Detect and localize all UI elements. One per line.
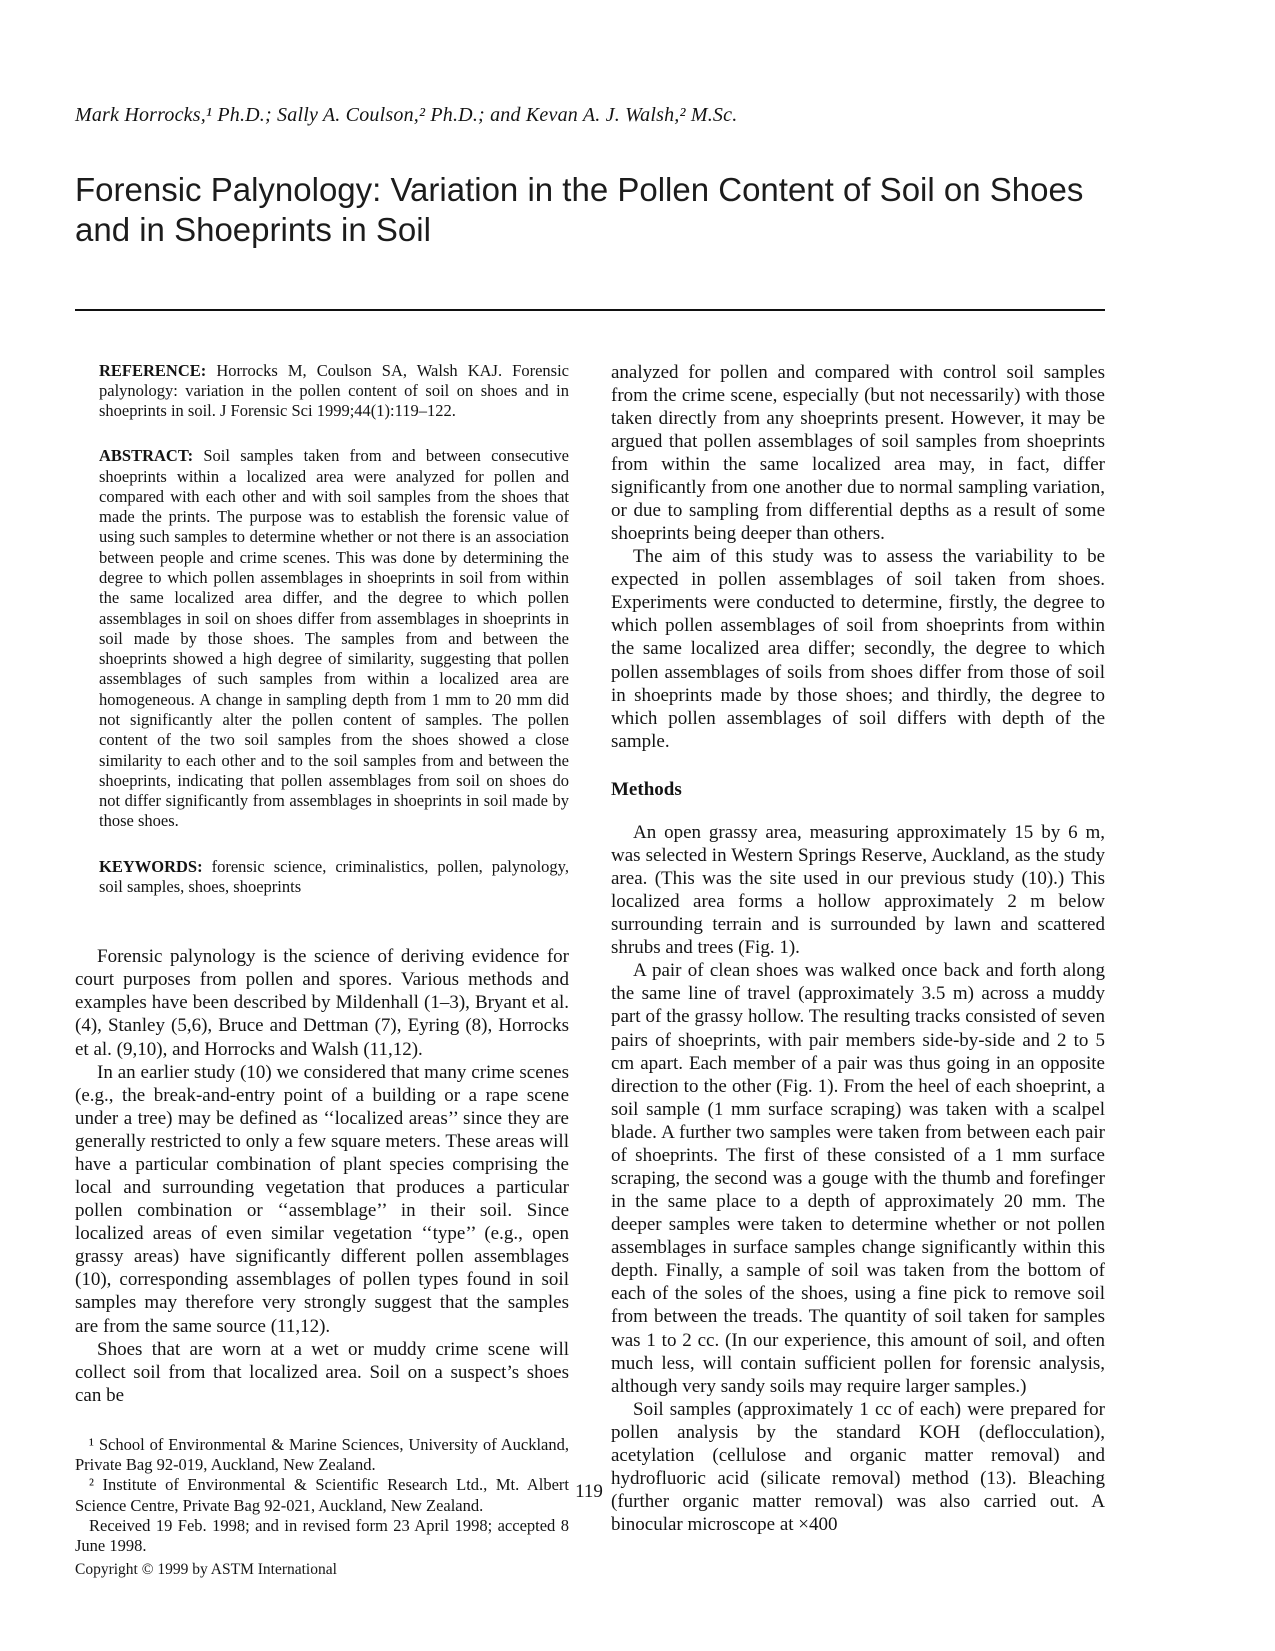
methods-paragraph-3: Soil samples (approximately 1 cc of each) were prepared for pollen analysis by the standard KOH (deflocculation), acetylation (cellulose and organic matter removal) and hydrofluoric acid (silicate removal) method (13). Bleaching (further organic matter removal) was also carried out. A binocular microscope at ×400 — [611, 1398, 1105, 1536]
reference-block — [99, 361, 569, 422]
intro-paragraph-3: Shoes that are worn at a wet or muddy crime scene will collect soil from that localized area. Soil on a suspect’s shoes can be — [75, 1338, 569, 1406]
footnote-received-dates: Received 19 Feb. 1998; and in revised form 23 April 1998; accepted 8 June 1998. — [75, 1515, 569, 1556]
body-paragraph-aim: The aim of this study was to assess the variability to be expected in pollen assemblages of soil taken from shoes. Experiments were conducted to determine, firstly, the degree to which pollen assemblages of soil from shoeprints from within the same localized area differ; secondly, the degree to which pollen assemblages of soils from shoes differ from those of soil in shoeprints made by those shoes; and thirdly, the degree to which pollen assemblages of soil differs with depth of the sample. — [611, 546, 1105, 752]
footnote-affiliation-1: ¹ School of Environmental & Marine Sciences, University of Auckland, Private Bag 92-019, Auckland, New Zealand. — [75, 1434, 569, 1475]
copyright-notice: Copyright © 1999 by ASTM International — [75, 1561, 337, 1578]
methods-paragraph-2: A pair of clean shoes was walked once back and forth along the same line of travel (approximately 3.5 m) across a muddy part of the grassy hollow. The resulting tracks consisted of seven pairs of shoeprints, with pair members side-by-side and 2 to 5 cm apart. Each member of a pair was thus going in an opposite direction to the other (Fig. 1). From the heel of each shoeprint, a soil sample (1 mm surface scraping) was taken with a scalpel blade. A further two samples were taken from between each pair of shoeprints. The first of these consisted of a 1 mm surface scraping, the second was a gouge with the thumb and forefinger in the same place to a depth of approximately 20 mm. The deeper samples were taken to determine whether or not pollen assemblages in surface samples change significantly within this depth. Finally, a sample of soil was taken from the bottom of each of the soles of the shoes, using a fine pick to remove soil from between the treads. The quantity of soil taken for samples was 1 to 2 cc. (In our experience, this amount of soil, and often much less, will contain sufficient pollen for forensic analysis, although very sandy soils may require larger samples.) — [611, 960, 1105, 1397]
reference-label: REFERENCE: — [99, 360, 207, 380]
authors-line: Mark Horrocks,¹ Ph.D.; Sally A. Coulson,² Ph.D.; and Kevan A. J. Walsh,² M.Sc. — [75, 104, 738, 126]
paper-title: Forensic Palynology: Variation in the Pollen Content of Soil on Shoes and in Shoeprints in Soil — [75, 171, 1084, 249]
methods-paragraph-1: An open grassy area, measuring approximately 15 by 6 m, was selected in Western Springs Reserve, Auckland, as the study area. (This was the site used in our previous study (10).) This localized area forms a hollow approximately 2 m below surrounding terrain and is surrounded by lawn and scattered shrubs and trees (Fig. 1). — [611, 821, 1105, 959]
section-heading-methods: Methods — [611, 778, 682, 800]
abstract-block — [99, 446, 569, 831]
reference-text: Horrocks M, Coulson SA, Walsh KAJ. Forensic palynology: variation in the pollen content of soil on shoes and in shoeprints in soil. J Forensic Sci 1999;44(1):119–122. — [99, 360, 569, 421]
keywords-label: KEYWORDS: — [99, 856, 203, 876]
page-number: 119 — [575, 1481, 603, 1502]
abstract-label: ABSTRACT: — [99, 446, 194, 466]
title-divider — [75, 309, 1105, 311]
intro-paragraph-2: In an earlier study (10) we considered that many crime scenes (e.g., the break-and-entry point of a building or a rape scene under a tree) may be defined as ‘‘localized areas’’ since they are generally restricted to only a few square meters. These areas will have a particular combination of plant species comprising the local and surrounding vegetation that produces a particular pollen combination or ‘‘assemblage’’ in their soil. Since localized areas of even similar vegetation ‘‘type’’ (e.g., open grassy areas) have significantly different pollen assemblages (10), corresponding assemblages of pollen types found in soil samples may therefore very strongly suggest that the samples are from the same source (11,12). — [75, 1061, 569, 1337]
right-column — [611, 361, 1105, 1557]
left-column — [75, 361, 569, 1557]
two-column-body — [75, 361, 1105, 1557]
keywords-block — [99, 857, 569, 898]
intro-paragraph-1: Forensic palynology is the science of deriving evidence for court purposes from pollen and spores. Various methods and examples have been described by Mildenhall (1–3), Bryant et al. (4), Stanley (5,6), Bruce and Dettman (7), Eyring (8), Horrocks et al. (9,10), and Horrocks and Walsh (11,12). — [75, 946, 569, 1060]
footnote-affiliation-2: ² Institute of Environmental & Scientific Research Ltd., Mt. Albert Science Centre, Private Bag 92-021, Auckland, New Zealand. — [75, 1475, 569, 1515]
abstract-text: Soil samples taken from and between consecutive shoeprints within a localized area were analyzed for pollen and compared with each other and with soil samples from the shoes that made the prints. The purpose was to establish the forensic value of using such samples to determine whether or not there is an association between people and crime scenes. This was done by determining the degree to which pollen assemblages in shoeprints in soil from within the same localized area differ, and the degree to which pollen assemblages in soil on shoes differ from assemblages in shoeprints in soil made by those shoes. The samples from and between the shoeprints showed a high degree of similarity, suggesting that pollen assemblages of such samples from within a localized area are homogeneous. A change in sampling depth from 1 mm to 20 mm did not significantly alter the pollen content of samples. The pollen content of the two soil samples from the shoes showed a close similarity to each other and to the soil samples from and between the shoeprints, indicating that pollen assemblages from soil on shoes do not differ significantly from assemblages in shoeprints in soil made by those shoes. — [99, 446, 569, 831]
keywords-text: forensic science, criminalistics, pollen, palynology, soil samples, shoes, shoeprints — [99, 856, 569, 896]
body-paragraph-continuation: analyzed for pollen and compared with control soil samples from the crime scene, especially (but not necessarily) with those taken directly from any shoeprints present. However, it may be argued that pollen assemblages of soil samples from shoeprints from within the same localized area may, in fact, differ significantly from one another due to normal sampling variation, or due to sampling from differential depths as a result of some shoeprints being deeper than others. — [611, 361, 1105, 545]
